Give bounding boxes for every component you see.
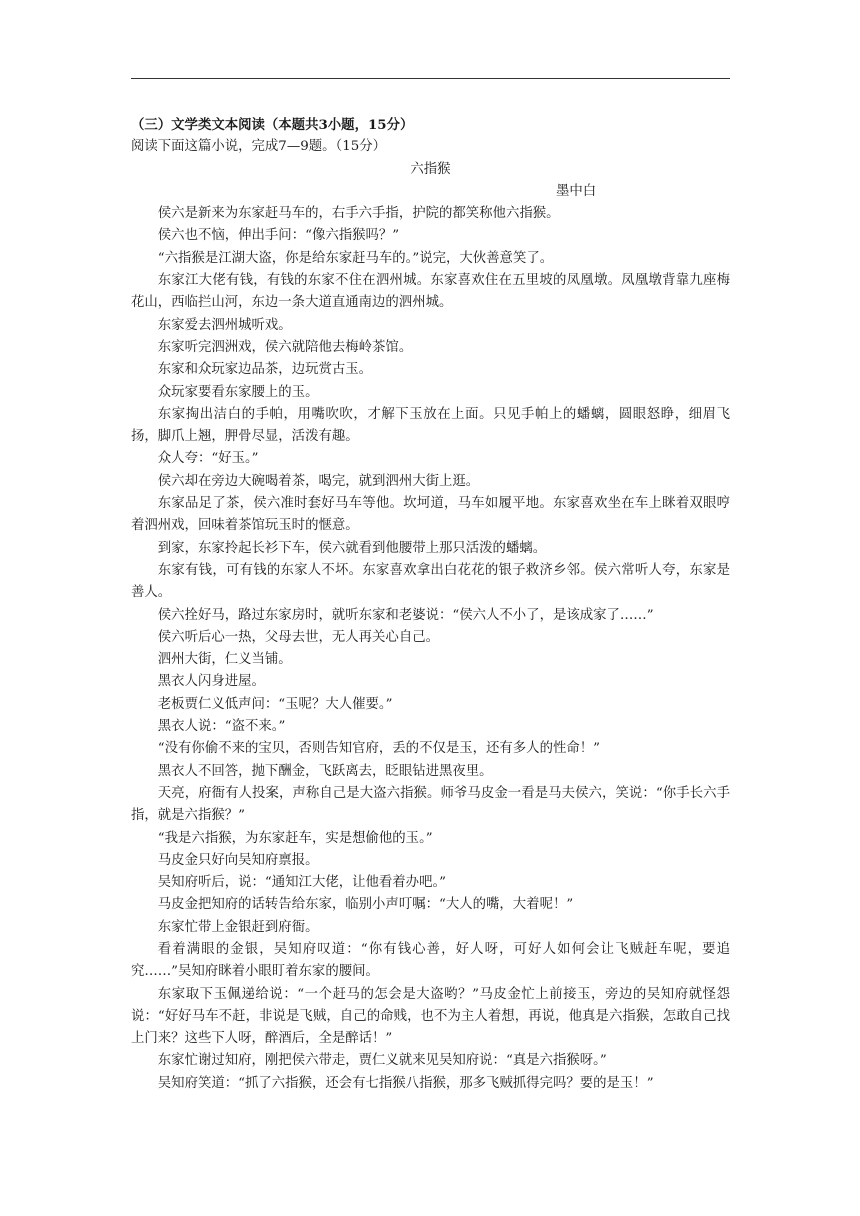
paragraph: 老板贾仁义低声问：“玉呢？大人催要。” bbox=[157, 696, 393, 712]
paragraph: 东家掏出洁白的手帕，用嘴吹吹，才解下玉放在上面。只见手帕上的蟠螭，圆眼怒睁，细眉飞扬，脚爪上翘，胛骨尽显，活泼有趣。 bbox=[131, 406, 730, 445]
paragraph: 东家江大佬有钱，有钱的东家不住在泗州城。东家喜欢住在五里坡的凤凰墩。凤凰墩背靠九座梅花山，西临拦山河，东边一条大道直通南边的泗州城。 bbox=[131, 273, 730, 311]
paragraph: 黑衣人说：“盗不来。” bbox=[157, 719, 286, 735]
paragraph: 侯六听后心一热，父母去世，无人再关心自己。 bbox=[157, 629, 439, 645]
paragraph: 东家听完泗洲戏，侯六就陪他去梅岭茶馆。 bbox=[157, 339, 413, 355]
paragraph: “我是六指猴，为东家赶车，实是想偷他的玉。” bbox=[157, 830, 433, 846]
paragraph: 东家和众玩家边品茶，边玩赏古玉。 bbox=[157, 362, 373, 378]
paragraph: 东家品足了茶，侯六准时套好马车等他。坎坷道，马车如履平地。东家喜欢坐在车上眯着双眼哼着泗州戏，回味着茶馆玩玉时的惬意。 bbox=[131, 496, 730, 534]
paragraph: 众玩家要看东家腰上的玉。 bbox=[157, 384, 319, 400]
paragraph: 马皮金把知府的话转告给东家，临别小声叮嘱：“大人的嘴，大着呢！” bbox=[157, 897, 574, 913]
story-title: 六指猴 bbox=[410, 161, 451, 177]
paragraph: 泗州大街，仁义当铺。 bbox=[157, 652, 292, 668]
paragraph: “六指猴是江湖大盗，你是给东家赶马车的。”说完，大伙善意笑了。 bbox=[157, 250, 554, 266]
paragraph: 侯六拴好马，路过东家房时，就听东家和老婆说：“侯六人不小了，是该成家了……” bbox=[157, 607, 654, 623]
paragraph: 东家取下玉佩递给说：“一个赶马的怎会是大盗哟？”马皮金忙上前接玉，旁边的吴知府就怪怨说：“好好马车不赶，非说是飞贼，自己的命贱，也不为主人着想，再说，他真是六指猴，怎敢自己找上门来？这些下人呀，醉酒后，全是醉话！” bbox=[131, 986, 730, 1047]
paragraph: 黑衣人闪身进屋。 bbox=[157, 674, 265, 690]
paragraph: 众人夸：“好玉。” bbox=[157, 451, 259, 467]
paragraph: 天亮，府衙有人投案，声称自己是大盗六指猴。师爷马皮金一看是马夫侯六，笑说：“你手长六手指，就是六指猴？” bbox=[131, 785, 730, 824]
paragraph: 看着满眼的金银，吴知府叹道：“你有钱心善，好人呀，可好人如何会让飞贼赶车呢，要追究……”吴知府眯着小眼盯着东家的腰间。 bbox=[131, 941, 730, 980]
paragraph: 吴知府听后，说：“通知江大佬，让他看着办吧。” bbox=[157, 875, 446, 891]
paragraph: 东家爱去泗州城听戏。 bbox=[157, 317, 292, 333]
header-rule bbox=[131, 78, 730, 79]
paragraph: “没有你偷不来的宝贝，否则告知官府，丢的不仅是玉，还有多人的性命！” bbox=[157, 741, 600, 757]
paragraph: 黑衣人不回答，抛下酬金，飞跃离去，眨眼钻进黑夜里。 bbox=[157, 763, 493, 779]
paragraph: 东家忙带上金银赶到府衙。 bbox=[157, 919, 319, 935]
paragraph: 到家，东家拎起长衫下车，侯六就看到他腰带上那只活泼的蟠螭。 bbox=[157, 540, 547, 556]
section-heading: （三）文学类文本阅读（本题共3小题，15分） bbox=[131, 117, 414, 133]
document-body bbox=[131, 114, 730, 1095]
paragraph: 东家有钱，可有钱的东家人不坏。东家喜欢拿出白花花的银子救济乡邻。侯六常听人夸，东家是善人。 bbox=[131, 562, 730, 601]
paragraph: 侯六也不恼，伸出手问：“像六指猴吗？” bbox=[157, 228, 400, 244]
instruction: 阅读下面这篇小说，完成7—9题。（15分） bbox=[131, 139, 387, 155]
paragraph: 侯六是新来为东家赶马车的，右手六手指，护院的都笑称他六指猴。 bbox=[157, 206, 560, 222]
paragraph: 东家忙谢过知府，刚把侯六带走，贾仁义就来见吴知府说：“真是六指猴呀。” bbox=[157, 1053, 607, 1069]
paragraph: 侯六却在旁边大碗喝着茶，喝完，就到泗州大街上逛。 bbox=[157, 473, 480, 489]
story-text bbox=[131, 203, 730, 1095]
story-author: 墨中白 bbox=[556, 183, 597, 199]
paragraph: 吴知府笑道：“抓了六指猴，还会有七指猴八指猴，那多飞贼抓得完吗？要的是玉！” bbox=[157, 1075, 654, 1091]
paragraph: 马皮金只好向吴知府禀报。 bbox=[157, 852, 319, 868]
